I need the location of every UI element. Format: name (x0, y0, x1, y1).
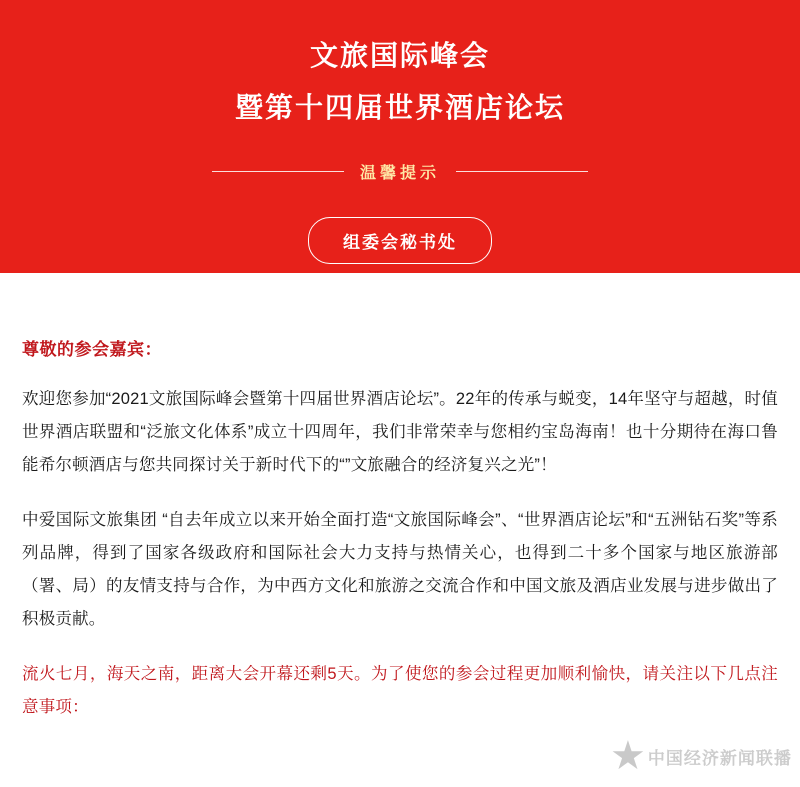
pill-row (0, 217, 800, 264)
tip-label: 温馨提示 (359, 165, 440, 182)
header-banner (0, 0, 800, 273)
paragraph-1: 欢迎您参加“2021文旅国际峰会暨第十四届世界酒店论坛”。22年的传承与蜕变，14年坚守与超越，时值世界酒店联盟和“泛旅文化体系”成立十四周年，我们非常荣幸与您相约宝岛海南！也十分期待在海口鲁能希尔顿酒店与您共同探讨关于新时代下的“”文旅融合的经济复兴之光”！ (22, 390, 778, 474)
divider-right (456, 171, 588, 172)
watermark (610, 733, 790, 779)
paragraph-2: 中爱国际文旅集团 “自去年成立以来开始全面打造“文旅国际峰会”、“世界酒店论坛”和“五洲钻石奖”等系列品牌，得到了国家各级政府和国际社会大力支持与热情关心，也得到二十多个国家与地区旅游部（署、局）的友情支持与合作，为中西方文化和旅游之交流合作和中国文旅及酒店业发展与进步做出了积极贡献。 (22, 511, 778, 628)
title-line-1: 文旅国际峰会 (309, 40, 490, 71)
salutation: 尊敬的参会嘉宾： (22, 340, 162, 359)
organizing-committee-badge: 组委会秘书处 (308, 217, 492, 264)
letter-body (0, 273, 800, 724)
tip-divider-row (0, 160, 800, 183)
star-icon: ★ (610, 734, 646, 778)
paragraph-3: 流火七月，海天之南，距离大会开幕还剩5天。为了使您的参会过程更加顺利愉快，请关注以下几点注意事项： (22, 665, 778, 716)
watermark-text: 中国经济新闻联播 (647, 748, 792, 768)
divider-left (212, 171, 344, 172)
page-title (0, 34, 800, 130)
title-line-2: 暨第十四届世界酒店论坛 (234, 92, 565, 123)
